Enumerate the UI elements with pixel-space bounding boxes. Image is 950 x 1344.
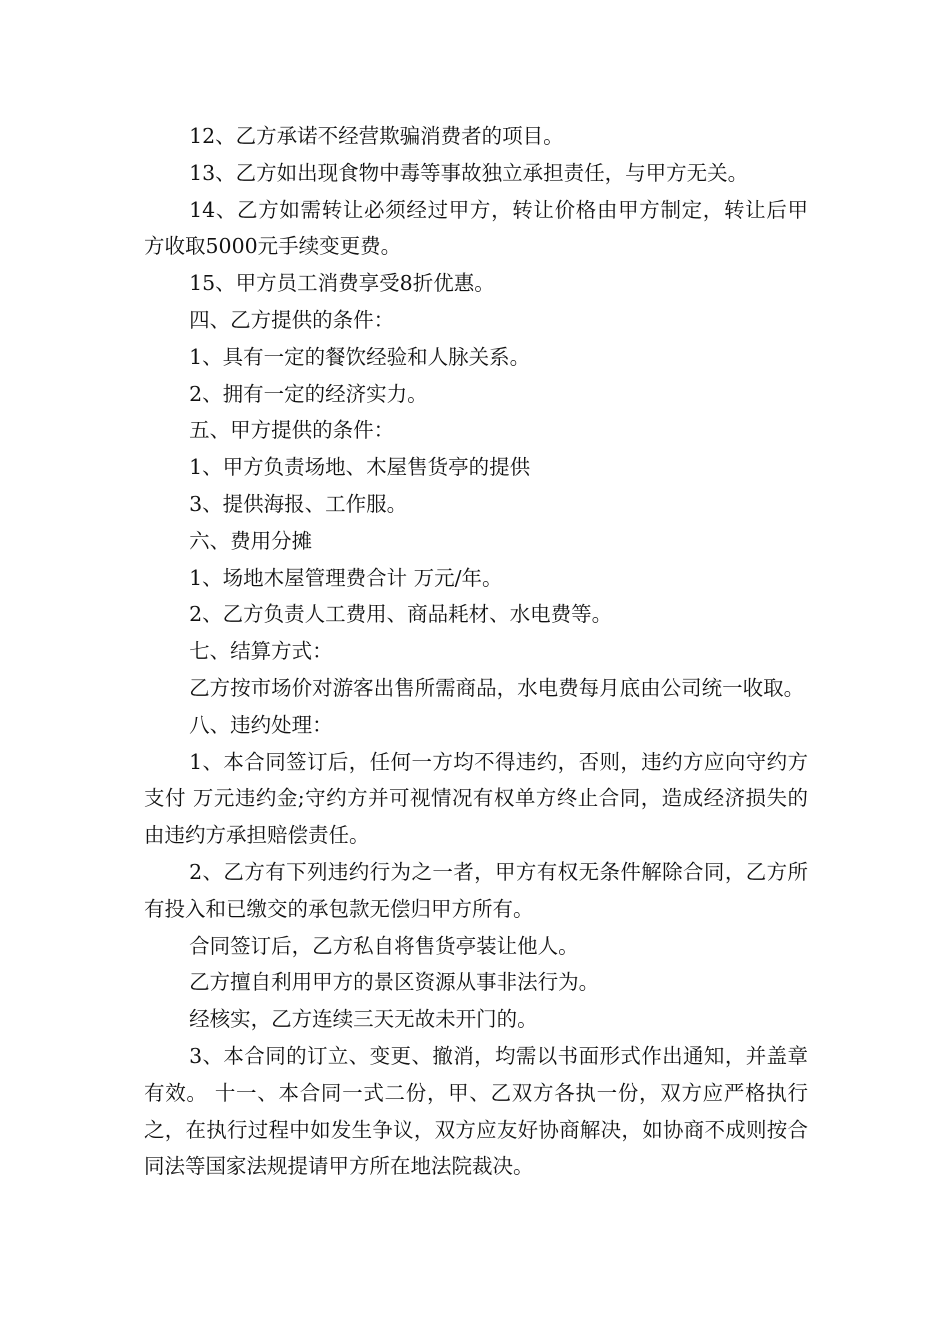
- document-body: [144, 118, 808, 1185]
- section-heading-8: 八、违约处理：: [189, 712, 333, 737]
- violation-case-3: 经核实，乙方连续三天无故未开门的。: [189, 1007, 538, 1032]
- section-heading-4: 四、乙方提供的条件：: [189, 307, 395, 332]
- clause-12: 12、乙方承诺不经营欺骗消费者的项目。: [189, 124, 564, 148]
- section-heading-7: 七、结算方式：: [189, 639, 333, 664]
- section-heading-6: 六、费用分摊: [189, 528, 313, 553]
- section-5-item-1: 1、甲方负责场地、木屋售货亭的提供: [189, 455, 531, 480]
- section-5-item-3: 3、提供海报、工作服。: [189, 491, 408, 516]
- section-7-text: 乙方按市场价对游客出售所需商品，水电费每月底由公司统一收取。: [189, 675, 805, 700]
- clause-14: 14、乙方如需转让必须经过甲方，转让价格由甲方制定，转让后甲方收取5000元手续变更费。: [144, 197, 808, 259]
- violation-case-1: 合同签订后，乙方私自将售货亭装让他人。: [189, 933, 579, 958]
- violation-case-2: 乙方擅自利用甲方的景区资源从事非法行为。: [189, 970, 600, 995]
- section-8-item-2: 2、乙方有下列违约行为之一者，甲方有权无条件解除合同，乙方所有投入和已缴交的承包款无偿归甲方所有。: [144, 859, 808, 921]
- clause-15: 15、甲方员工消费享受8折优惠。: [189, 271, 495, 296]
- section-8-item-1: 1、本合同签订后，任何一方均不得违约，否则，违约方应向守约方支付 万元违约金;守约方并可视情况有权单方终止合同，造成经济损失的由违约方承担赔偿责任。: [144, 749, 808, 848]
- section-4-item-2: 2、拥有一定的经济实力。: [189, 381, 428, 406]
- section-4-item-1: 1、具有一定的餐饮经验和人脉关系。: [189, 344, 531, 369]
- section-6-item-2: 2、乙方负责人工费用、商品耗材、水电费等。: [189, 602, 613, 627]
- section-heading-5: 五、甲方提供的条件：: [189, 418, 395, 443]
- clause-13: 13、乙方如出现食物中毒等事故独立承担责任，与甲方无关。: [189, 160, 749, 185]
- section-8-item-3: 3、本合同的订立、变更、撤消，均需以书面形式作出通知，并盖章有效。 十一、本合同一式二份，甲、乙双方各执一份，双方应严格执行之，在执行过程中如发生争议，双方应友好协商解决，如协商不成则按合同法等国家法规提请甲方所在地法院裁决。: [144, 1043, 808, 1179]
- section-6-item-1: 1、场地木屋管理费合计 万元/年。: [189, 565, 503, 590]
